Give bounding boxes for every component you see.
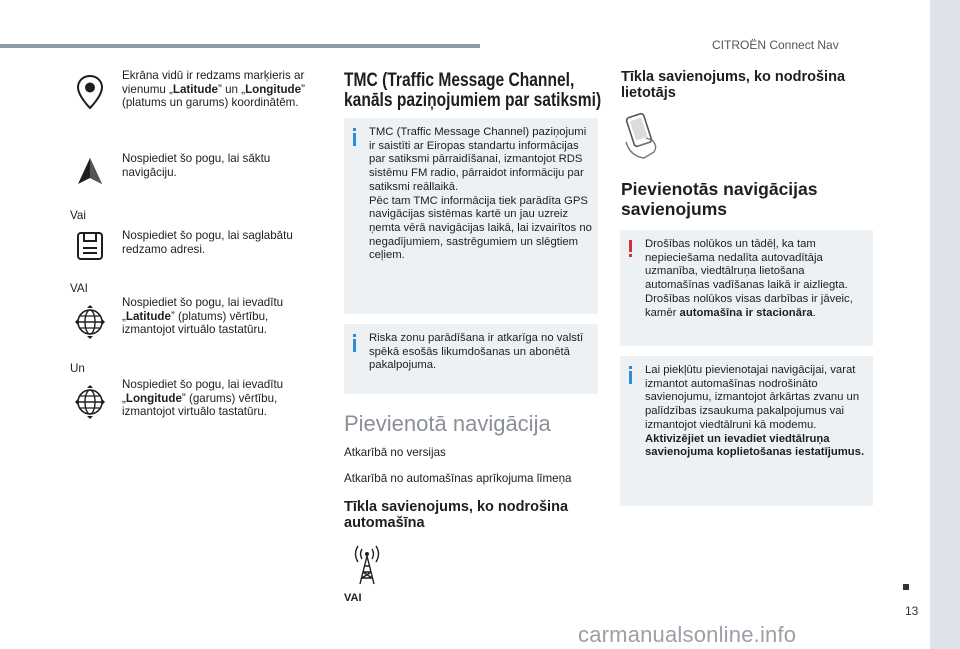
user-network-heading <box>621 69 845 101</box>
page-number: 13 <box>905 604 919 618</box>
tmc-info-box <box>344 118 598 314</box>
globe-icon <box>74 384 106 420</box>
navigation-arrow-icon <box>74 154 106 190</box>
map-pin-icon <box>74 74 106 110</box>
connection-info-box <box>620 356 873 506</box>
car-network-heading-line1: Tīkla savienojums, ko nodrošina <box>344 499 569 515</box>
car-network-heading-line2: automašīna <box>344 515 425 531</box>
item-save-address-text: Nospiediet šo pogu, lai saglabātu redzamo adresi. <box>122 229 293 256</box>
globe-icon <box>74 304 106 340</box>
info-icon <box>352 128 366 146</box>
user-network-heading-line2: lietotājs <box>621 85 676 101</box>
item-latlon-text: Ekrāna vidū ir redzams marķieris ar vienumu „Latitude” un „Longitude” (platums un garums) koordinātēm. <box>122 69 305 110</box>
safety-warning-text: Drošības nolūkos un tādēļ, ka tam nepieciešama nedalīta autovadītāja uzmanība, viedtālruņa lietošana automašīnas vadīšanas laikā ir aizliegta. Drošības nolūkos visas darbības ir jāveic, kamēr automašīna ir stacionāra. <box>645 238 853 319</box>
smartphone-hand-icon <box>620 112 664 160</box>
connection-heading <box>621 179 818 219</box>
vai-label: VAI <box>344 592 362 604</box>
separator-vai-upper: VAI <box>70 282 88 295</box>
car-network-heading <box>344 499 568 531</box>
tmc-info-text: TMC (Traffic Message Channel) paziņojumi ir saistīti ar Eiropas standartu informācijas par satiksmi pārraidīšanai, izmantojot RDS sistēmu FM radio, pārraidot informāciju par satiksmi reāllaikā. Pēc tam TMC informācija tiek parādīta GPS navigācijas sistēmas kartē un jau uzreiz ņemta vērā navigācijas laikā, lai izvairītos no negadījumiem, sastrēgumiem un slēgtiem ceļiem. <box>369 126 592 262</box>
connected-nav-heading: Pievienotā navigācija <box>344 411 551 436</box>
item-latitude-text: Nospiediet šo pogu, lai ievadītu „Latitude” (platums) vērtību, izmantojot virtuālo tastatūru. <box>122 296 284 337</box>
dependency-version: Atkarībā no versijas <box>344 446 446 459</box>
risk-zone-info-text: Riska zonu parādīšana ir atkarīga no valstī spēkā esošās likumdošanas un abonētā pakalpojuma. <box>369 332 584 372</box>
separator-un: Un <box>70 362 85 375</box>
header-title: CITROËN Connect Nav <box>712 38 839 52</box>
connection-heading-line1: Pievienotās navigācijas <box>621 179 818 199</box>
info-icon <box>352 334 366 352</box>
tmc-heading-line1: TMC (Traffic Message Channel, <box>344 70 575 91</box>
header-rule <box>0 44 480 48</box>
safety-warning-box <box>620 230 873 346</box>
separator-vai: Vai <box>70 209 86 222</box>
connection-heading-line2: savienojums <box>621 199 728 219</box>
watermark: carmanualsonline.info <box>578 622 797 647</box>
page-side-strip <box>930 0 960 649</box>
tmc-heading-line2: kanāls paziņojumiem par satiksmi) <box>344 90 602 111</box>
page-end-marker <box>903 584 909 590</box>
antenna-tower-icon <box>352 544 382 586</box>
risk-zone-info-box <box>344 324 598 394</box>
user-network-heading-line1: Tīkla savienojums, ko nodrošina <box>621 69 846 85</box>
item-start-nav-text: Nospiediet šo pogu, lai sāktu navigāciju. <box>122 152 271 179</box>
info-icon <box>628 366 642 384</box>
connection-info-text: Lai piekļūtu pievienotajai navigācijai, varat izmantot automašīnas nodrošināto savienojumu, izmantojot ārkārtas zvanu un palīdzības izsaukuma pakalpojumus vai izmantojot viedtālruni kā modemu. Aktivizējiet un ievadiet viedtālruņa savienojuma koplietošanas iestatījumus. <box>645 364 865 459</box>
item-longitude-text: Nospiediet šo pogu, lai ievadītu „Longitude” (garums) vērtību, izmantojot virtuālo tastatūru. <box>122 378 284 419</box>
warning-icon <box>628 240 642 258</box>
dependency-equipment: Atkarībā no automašīnas aprīkojuma līmeņa <box>344 472 572 485</box>
tmc-heading <box>344 71 601 111</box>
save-disk-icon <box>74 228 106 264</box>
